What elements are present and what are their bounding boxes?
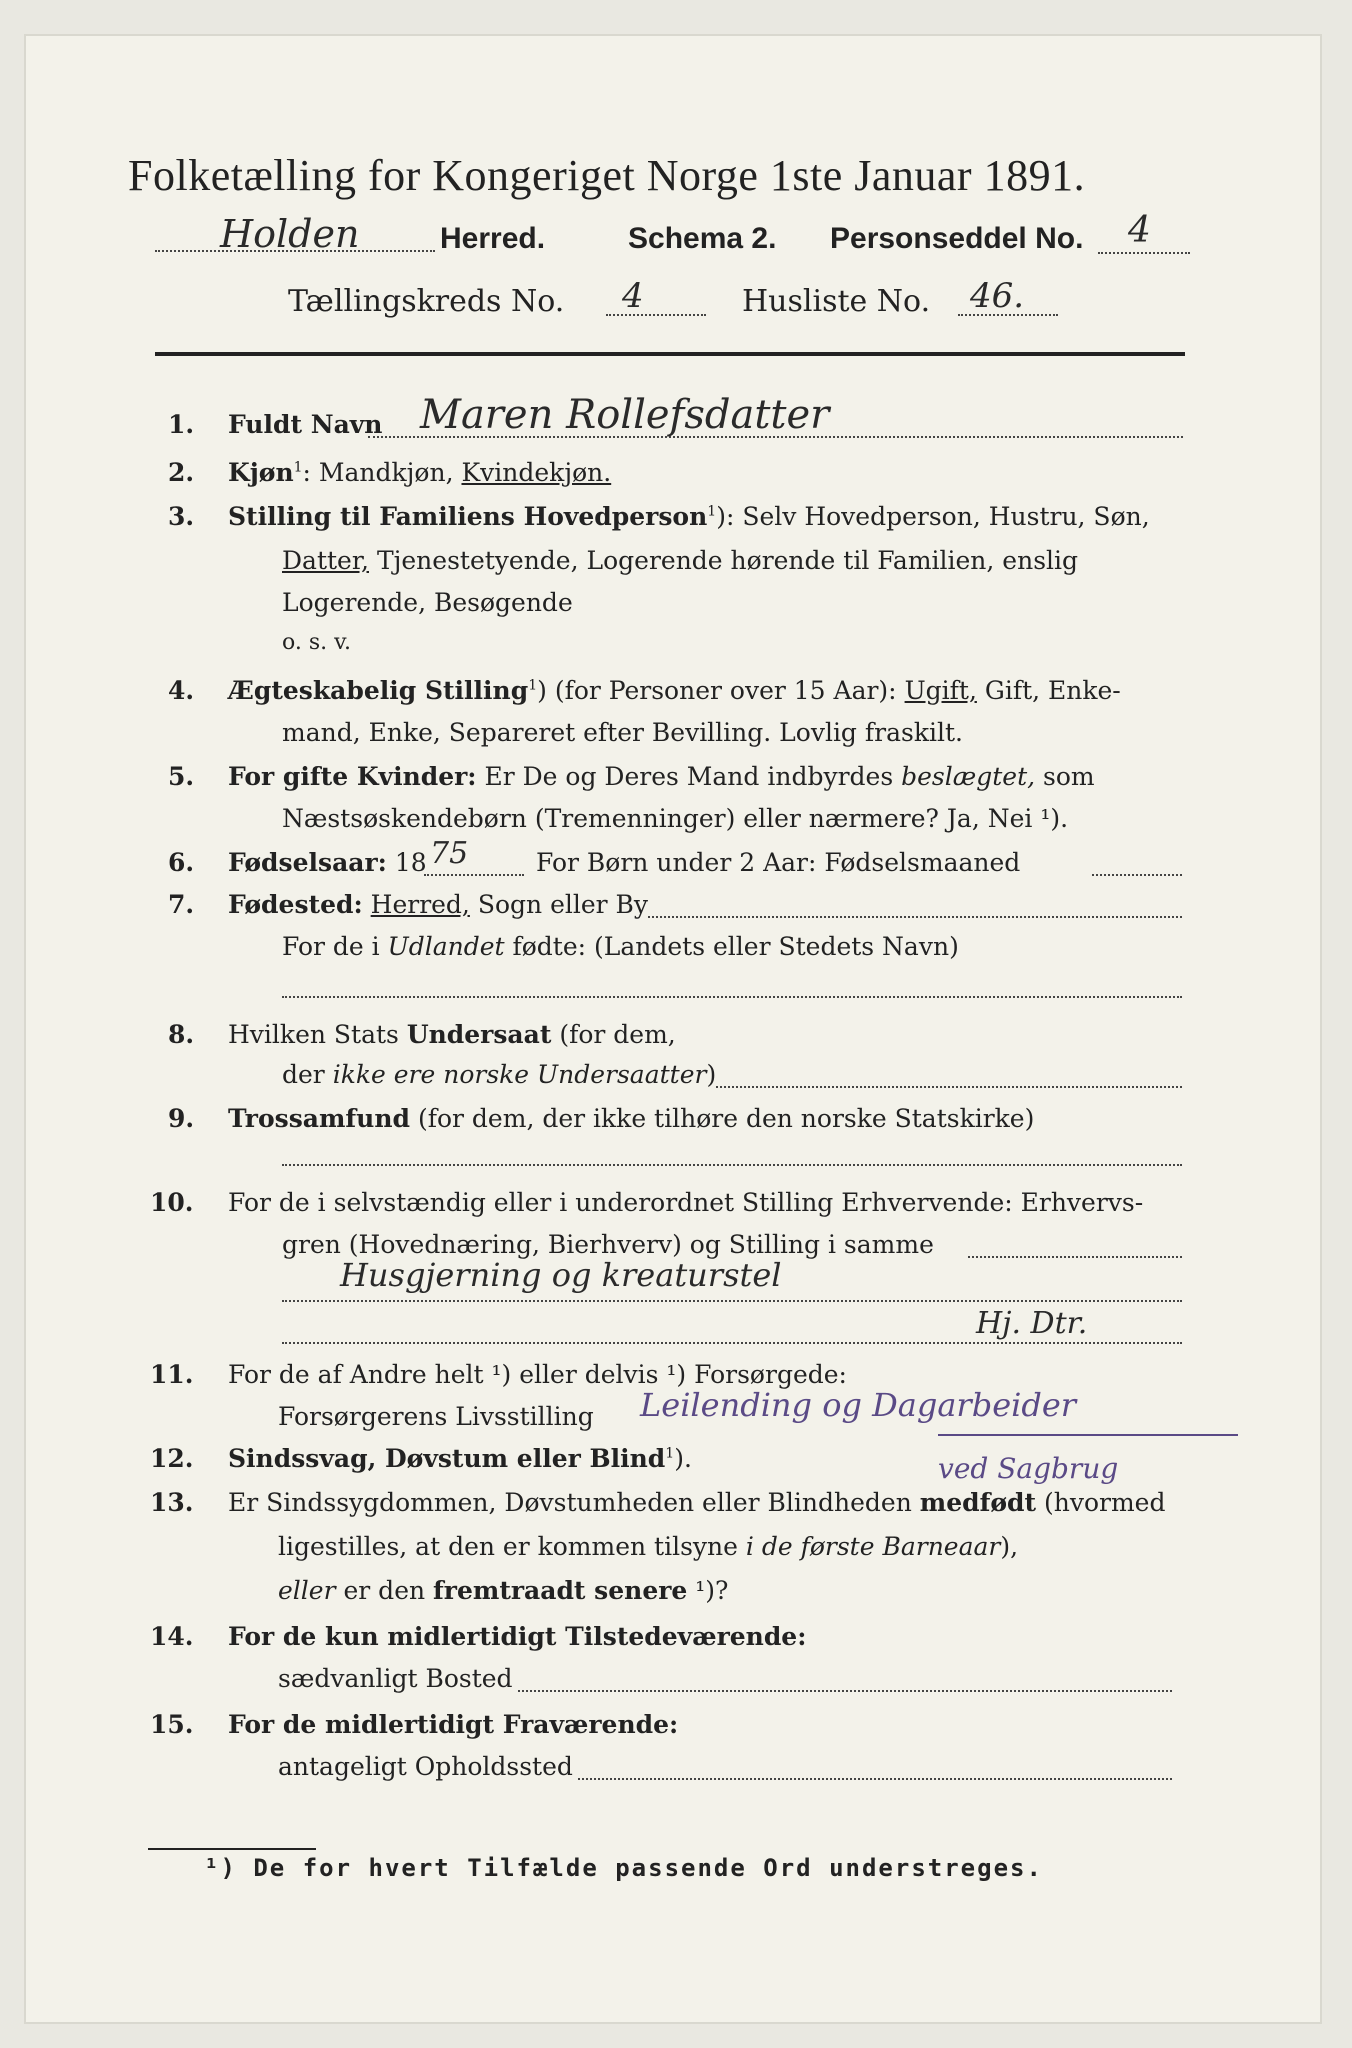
q7-rest: Sogn eller By — [469, 890, 649, 919]
q11-number: 11. — [150, 1360, 194, 1389]
q7-line2 — [282, 932, 959, 961]
q15-dotted-line — [578, 1778, 1172, 1780]
husliste-value: 46. — [970, 276, 1025, 316]
herred-label: Herred. — [440, 222, 546, 255]
q13-line3-italic: eller — [278, 1576, 336, 1605]
kreds-value: 4 — [622, 276, 644, 316]
q7-line2-b: fødte: (Landets eller Stedets Navn) — [504, 932, 959, 961]
q15-number: 15. — [150, 1710, 194, 1739]
q10-line1: For de i selvstændig eller i underordnet Stilling Erhvervende: Erhvervs- — [228, 1188, 1144, 1217]
q15-row — [150, 1710, 678, 1739]
footnote: ¹) De for hvert Tilfælde passende Ord understreges. — [204, 1854, 1043, 1882]
q9-number: 9. — [168, 1104, 195, 1133]
q3-sup: 1 — [707, 503, 717, 520]
q10-dotted-line — [968, 1256, 1182, 1258]
q6-month-dotted-line — [1092, 874, 1182, 876]
q1-name-value: Maren Rollefsdatter — [420, 392, 830, 438]
q6-prefix: 18 — [394, 848, 427, 877]
q5-line2: Næstsøskendebørn (Tremenninger) eller nærmere? Ja, Nei ¹). — [282, 804, 1069, 833]
q10-row — [150, 1188, 1143, 1217]
q13-line3-bold: fremtraadt senere — [433, 1576, 688, 1605]
q11-row — [150, 1360, 847, 1389]
q4-label: Ægteskabelig Stilling — [228, 676, 529, 705]
q3-line2 — [282, 546, 1078, 575]
q10-number: 10. — [150, 1188, 194, 1217]
q15-line1: For de midlertidigt Fraværende: — [228, 1710, 679, 1739]
q8-line2-italic: ikke ere norske Undersaatter — [332, 1060, 707, 1089]
q13-line2-a: ligestilles, at den er kommen tilsyne — [278, 1532, 746, 1561]
q10-position-value: Hj. Dtr. — [976, 1306, 1088, 1341]
kreds-label: Tællingskreds No. — [288, 284, 565, 319]
q3-line3: Logerende, Besøgende — [282, 588, 573, 617]
kreds-dotted-line — [606, 314, 706, 316]
q13-bold: medfødt — [919, 1488, 1037, 1517]
q7-label: Fødested: — [228, 890, 363, 919]
q10-dotted-line-3 — [282, 1342, 1182, 1344]
q8-line1: Hvilken Stats — [228, 1020, 407, 1049]
personseddel-value: 4 — [1128, 210, 1151, 251]
q13-line2-b: ), — [1000, 1532, 1019, 1561]
q11-provider-value: Leilending og Dagarbeider — [640, 1386, 1077, 1424]
q13-line3-b: ¹)? — [687, 1576, 729, 1605]
q13-line2-italic: i de første Barneaar — [745, 1532, 1001, 1561]
footnote-rule — [148, 1848, 316, 1850]
q2-rest: : Mandkjøn, — [302, 458, 454, 487]
q10-dotted-line-2 — [282, 1300, 1182, 1302]
q15-line2: antageligt Opholdssted — [278, 1752, 573, 1781]
q12-sup: 1 — [665, 1445, 675, 1462]
schema-label: Schema 2. — [628, 222, 777, 255]
q6-number: 6. — [168, 848, 195, 877]
q7-dotted-line-2 — [282, 996, 1182, 998]
q13-line3 — [278, 1576, 728, 1605]
q3-rest: ): Selv Hovedperson, Hustru, Søn, — [716, 502, 1150, 531]
q10-line2: gren (Hovednæring, Bierhverv) og Stilling i samme — [282, 1230, 934, 1259]
q13-row — [150, 1488, 1165, 1517]
q14-line2: sædvanligt Bosted — [278, 1664, 513, 1693]
q8-row — [168, 1020, 676, 1049]
q6-year-value: 75 — [430, 836, 469, 871]
q8-dotted-line — [716, 1086, 1182, 1088]
q2-row — [168, 458, 611, 487]
q7-line2-italic: Udlandet — [387, 932, 505, 961]
q14-number: 14. — [150, 1622, 194, 1651]
personseddel-dotted-line — [1098, 252, 1190, 254]
q13-line1b: (hvormed — [1036, 1488, 1166, 1517]
q5-rest: Er De og Deres Mand indbyrdes — [476, 762, 894, 791]
q7-row — [168, 890, 648, 919]
q5-row — [168, 762, 1095, 791]
q2-number: 2. — [168, 458, 195, 487]
q12-number: 12. — [150, 1444, 194, 1473]
q1-row — [168, 410, 382, 439]
q14-line1: For de kun midlertidigt Tilstedeværende: — [228, 1622, 807, 1651]
q7-number: 7. — [168, 890, 195, 919]
q4-rest2: Gift, Enke- — [976, 676, 1121, 705]
q9-dotted-line — [282, 1164, 1182, 1166]
q1-number: 1. — [168, 410, 195, 439]
q8-number: 8. — [168, 1020, 195, 1049]
q11-provider-value-2: ved Sagbrug — [938, 1452, 1119, 1485]
q6-rest: For Børn under 2 Aar: Fødselsmaaned — [536, 848, 1021, 877]
q11-purple-underline — [938, 1434, 1238, 1436]
q5-label: For gifte Kvinder: — [228, 762, 477, 791]
q13-line2 — [278, 1532, 1018, 1561]
q7-line2-a: For de i — [282, 932, 388, 961]
q3-number: 3. — [168, 502, 195, 531]
q13-number: 13. — [150, 1488, 194, 1517]
q12-rest: ). — [674, 1444, 692, 1473]
q8-line2 — [282, 1060, 716, 1089]
q14-row — [150, 1622, 806, 1651]
q6-label: Fødselsaar: — [228, 848, 387, 877]
q4-selected-ugift: Ugift, — [904, 676, 977, 705]
q6-year-dotted-line — [424, 874, 524, 876]
q8-line1b: (for dem, — [551, 1020, 676, 1049]
q2-selected-kvindekjon: Kvindekjøn. — [461, 458, 612, 487]
q5-italic: beslægtet, — [901, 762, 1036, 791]
q4-line2: mand, Enke, Separeret efter Bevilling. Lovlig fraskilt. — [282, 718, 963, 747]
q3-label: Stilling til Familiens Hovedperson — [228, 502, 708, 531]
q9-row — [168, 1104, 1034, 1133]
q4-rest: ) (for Personer over 15 Aar): — [537, 676, 897, 705]
q11-line2: Forsørgerens Livsstilling — [278, 1402, 594, 1431]
q9-label: Trossamfund — [228, 1104, 411, 1133]
q5-rest2: som — [1035, 762, 1095, 791]
q2-sup: 1 — [293, 459, 303, 476]
header-rule — [155, 352, 1185, 356]
q14-dotted-line — [518, 1690, 1172, 1692]
q13-line1: Er Sindssygdommen, Døvstumheden eller Blindheden — [228, 1488, 920, 1517]
q8-line2-a: der — [282, 1060, 333, 1089]
q4-sup: 1 — [528, 677, 538, 694]
q7-dotted-line — [648, 916, 1182, 918]
husliste-label: Husliste No. — [742, 284, 931, 319]
q3-selected-datter: Datter, — [282, 546, 369, 575]
form-title: Folketælling for Kongeriget Norge 1ste Januar 1891. — [128, 151, 1086, 200]
q10-occupation-value: Husgjerning og kreaturstel — [340, 1256, 782, 1294]
q6-row — [168, 848, 427, 877]
q5-number: 5. — [168, 762, 195, 791]
herred-value: Holden — [220, 212, 360, 256]
q3-line2-rest: Tjenestetyende, Logerende hørende til Familien, enslig — [369, 546, 1079, 575]
q8-line2-b: ) — [706, 1060, 717, 1089]
q12-row — [150, 1444, 692, 1473]
q1-label: Fuldt Navn — [228, 410, 383, 439]
q12-label: Sindssvag, Døvstum eller Blind — [228, 1444, 666, 1473]
q9-rest: (for dem, der ikke tilhøre den norske Statskirke) — [410, 1104, 1035, 1133]
q2-label: Kjøn — [228, 458, 294, 487]
q4-row — [168, 676, 1121, 705]
q7-selected-herred: Herred, — [370, 890, 470, 919]
q3-row — [168, 502, 1150, 531]
q8-bold: Undersaat — [406, 1020, 552, 1049]
personseddel-label: Personseddel No. — [830, 222, 1084, 255]
q13-line3-a: er den — [335, 1576, 434, 1605]
q11-line1: For de af Andre helt ¹) eller delvis ¹) Forsørgede: — [228, 1360, 847, 1389]
q4-number: 4. — [168, 676, 195, 705]
q3-line4: o. s. v. — [282, 630, 351, 655]
